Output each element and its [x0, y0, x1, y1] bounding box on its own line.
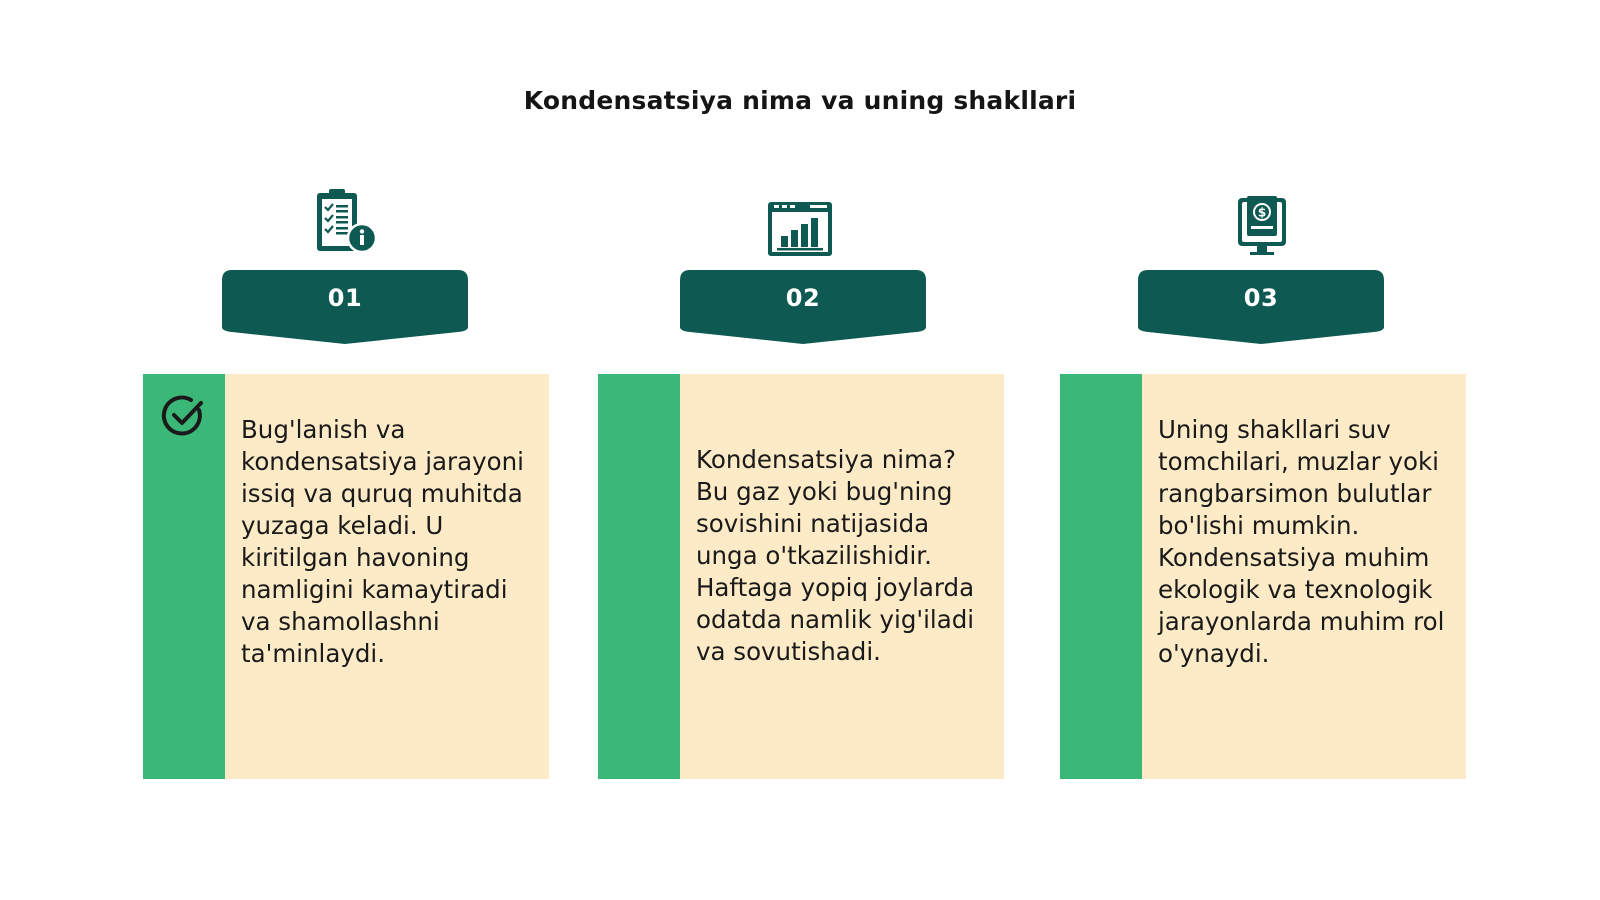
card-accent-stripe [598, 374, 680, 779]
card-body [225, 374, 549, 779]
card-text-1: Bug'lanish va kondensatsiya jarayoni issiq va quruq muhitda yuzaga keladi. U kiritilgan havoning namligini kamaytiradi va shamollashni ta'minlaydi. [241, 415, 524, 668]
step-number-1: 01 [327, 284, 363, 312]
card-text-2: Kondensatsiya nima? Bu gaz yoki bug'ning sovishini natijasida unga o'tkazilishidir. Haftaga yopiq joylarda odatda namlik yig'iladi va sovutishadi. [696, 445, 975, 666]
browser-bar-chart-icon [765, 193, 835, 263]
card-text-3: Uning shakllari suv tomchilari, muzlar yoki rangbarsimon bulutlar bo'lishi mumkin. Kondensatsiya muhim ekologik va texnologik jarayonlarda muhim rol o'ynaydi. [1158, 415, 1445, 668]
dollar-monitor-icon [1228, 190, 1298, 260]
step-badge-1 [222, 270, 468, 346]
page-title: Kondensatsiya nima va uning shakllari [523, 86, 1077, 115]
step-card-3 [1060, 374, 1466, 779]
step-badge-2 [680, 270, 926, 346]
card-body [680, 374, 1004, 779]
card-accent-stripe [143, 374, 225, 779]
step-number-3: 03 [1243, 284, 1279, 312]
step-card-2 [598, 374, 1004, 779]
step-number-2: 02 [785, 284, 821, 312]
check-circle-icon [161, 394, 207, 440]
card-body [1142, 374, 1466, 779]
card-accent-stripe [1060, 374, 1142, 779]
step-card-1 [143, 374, 549, 779]
clipboard-checklist-info-icon [311, 187, 381, 257]
step-badge-3 [1138, 270, 1384, 346]
svg-text:$: $ [1257, 205, 1267, 220]
